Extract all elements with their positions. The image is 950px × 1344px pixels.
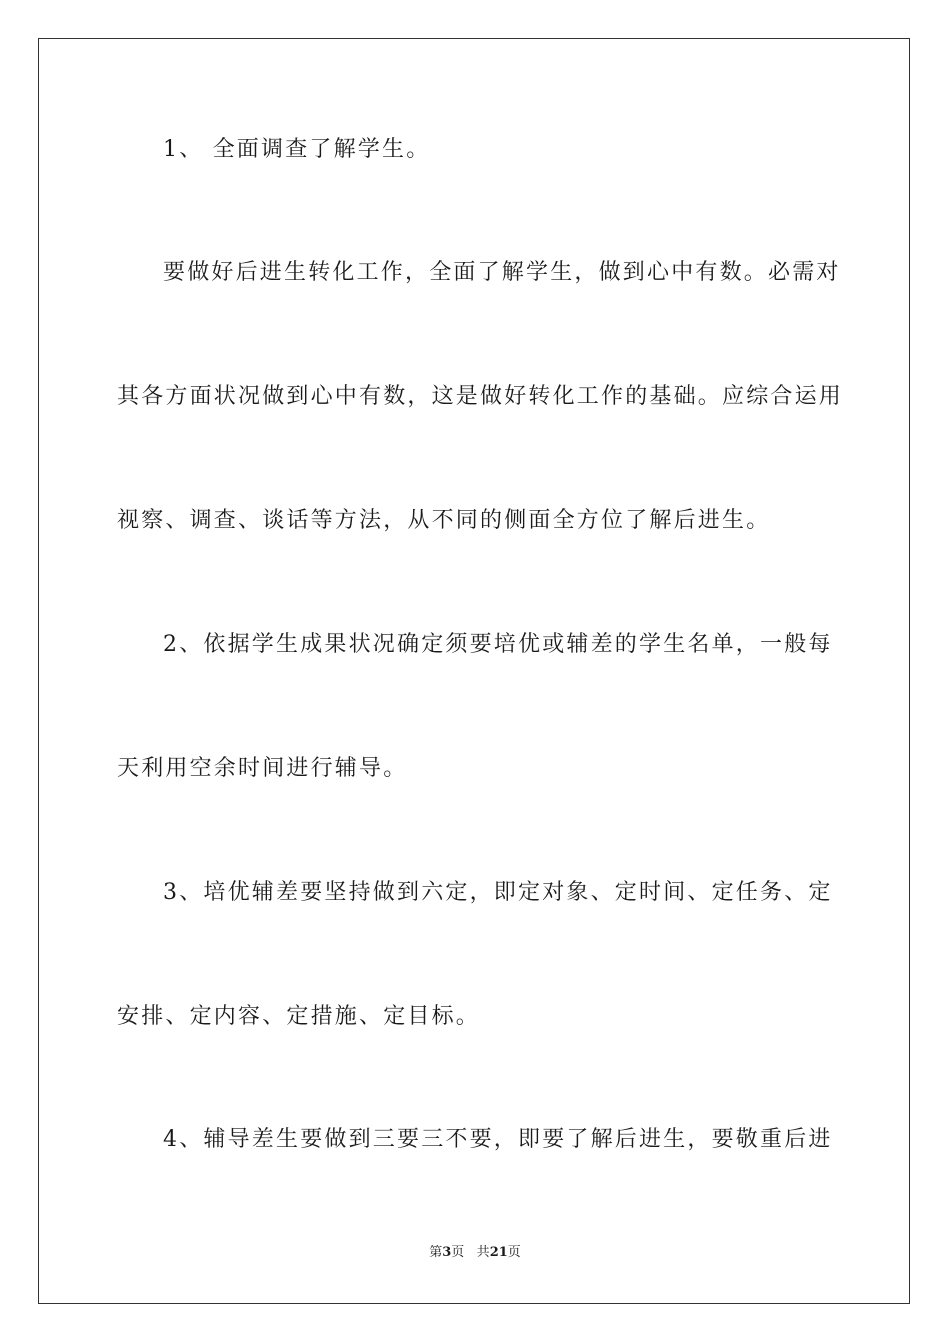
paragraph-line-7: 安排、定内容、定措施、定目标。 [117, 1004, 481, 1029]
footer-page-prefix: 第 [429, 1245, 443, 1260]
footer-page-suffix: 页 [451, 1245, 465, 1260]
paragraph-line-8: 4、辅导差生要做到三要三不要，即要了解后进生，要敬重后进 [163, 1127, 833, 1152]
section-heading-1: 1、 全面调查了解学生。 [163, 137, 431, 162]
paragraph-line-5: 天利用空余时间进行辅导。 [117, 756, 408, 781]
paragraph-line-2: 其各方面状况做到心中有数，这是做好转化工作的基础。应综合运用 [117, 384, 844, 409]
footer-page-number: 3 [442, 1245, 452, 1260]
paragraph-line-1: 要做好后进生转化工作，全面了解学生，做到心中有数。必需对 [163, 260, 841, 285]
footer-total-number: 21 [489, 1245, 508, 1260]
footer-total-suffix: 页 [507, 1245, 521, 1260]
paragraph-line-6: 3、培优辅差要坚持做到六定，即定对象、定时间、定任务、定 [163, 880, 833, 905]
paragraph-line-3: 视察、调查、谈话等方法，从不同的侧面全方位了解后进生。 [117, 508, 771, 533]
page-border [38, 38, 910, 1304]
footer-total-prefix: 共 [476, 1245, 490, 1260]
page-footer [0, 1244, 950, 1262]
paragraph-line-4: 2、依据学生成果状况确定须要培优或辅差的学生名单，一般每 [163, 632, 833, 657]
